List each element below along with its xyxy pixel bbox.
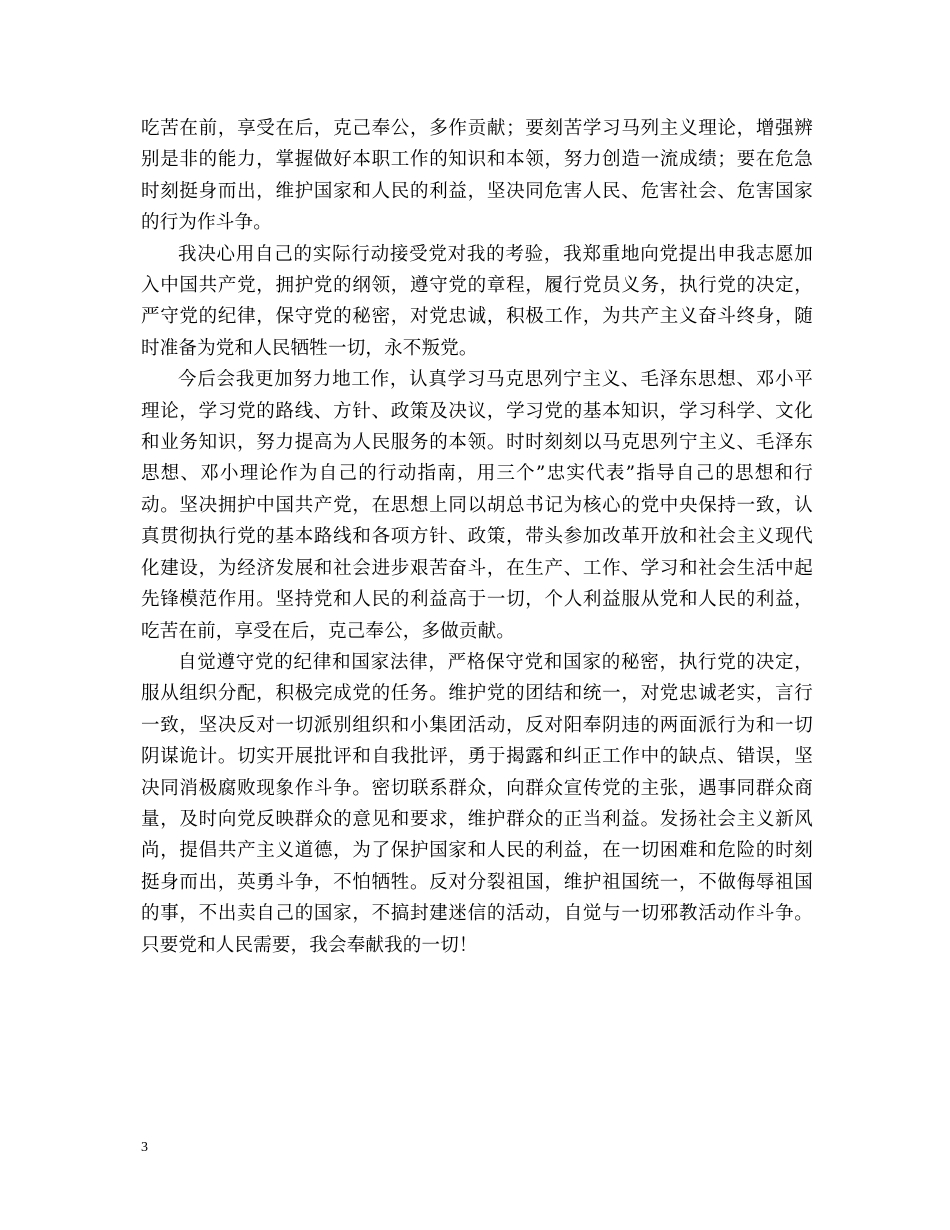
paragraph-commitment: 我决心用自己的实际行动接受党对我的考验，我郑重地向党提出申我志愿加入中国共产党，拥护党的纲领，遵守党的章程，履行党员义务，执行党的决定，严守党的纪律，保守党的秘密，对党忠诚，积极工作，为共产主义奋斗终身，随时准备为党和人民牺牲一切，永不叛党。	[141, 243, 813, 359]
body-text	[141, 113, 813, 961]
paragraph-study-plan: 今后会我更加努力地工作，认真学习马克思列宁主义、毛泽东思想、邓小平理论，学习党的路线、方针、政策及决议，学习党的基本知识，学习科学、文化和业务知识，努力提高为人民服务的本领。时时刻刻以马克思列宁主义、毛泽东思想、邓小理论作为自己的行动指南，用三个”忠实代表”指导自己的思想和行动。坚决拥护中国共产党，在思想上同以胡总书记为核心的党中央保持一致，认真贯彻执行党的基本路线和各项方针、政策，带头参加改革开放和社会主义现代化建设，为经济发展和社会进步艰苦奋斗，在生产、工作、学习和社会生活中起先锋模范作用。坚持党和人民的利益高于一切，个人利益服从党和人民的利益，吃苦在前，享受在后，克己奉公，多做贡献。	[141, 369, 813, 642]
paragraph-discipline: 自觉遵守党的纪律和国家法律，严格保守党和国家的秘密，执行党的决定，服从组织分配，积极完成党的任务。维护党的团结和统一，对党忠诚老实，言行一致，坚决反对一切派别组织和小集团活动，反对阳奉阴违的两面派行为和一切阴谋诡计。切实开展批评和自我批评，勇于揭露和纠正工作中的缺点、错误，坚决同消极腐败现象作斗争。密切联系群众，向群众宣传党的主张，遇事同群众商量，及时向党反映群众的意见和要求，维护群众的正当利益。发扬社会主义新风尚，提倡共产主义道德，为了保护国家和人民的利益，在一切困难和危险的时刻挺身而出，英勇斗争，不怕牺牲。反对分裂祖国，维护祖国统一，不做侮辱祖国的事，不出卖自己的国家，不搞封建迷信的活动，自觉与一切邪教活动作斗争。只要党和人民需要，我会奉献我的一切！	[141, 651, 813, 956]
paragraph-continuation: 吃苦在前，享受在后，克己奉公，多作贡献；要刻苦学习马列主义理论，增强辨别是非的能力，掌握做好本职工作的知识和本领，努力创造一流成绩；要在危急时刻挺身而出，维护国家和人民的利益，坚决同危害人民、危害社会、危害国家的行为作斗争。	[141, 118, 813, 234]
page-number: 3	[141, 1140, 148, 1155]
